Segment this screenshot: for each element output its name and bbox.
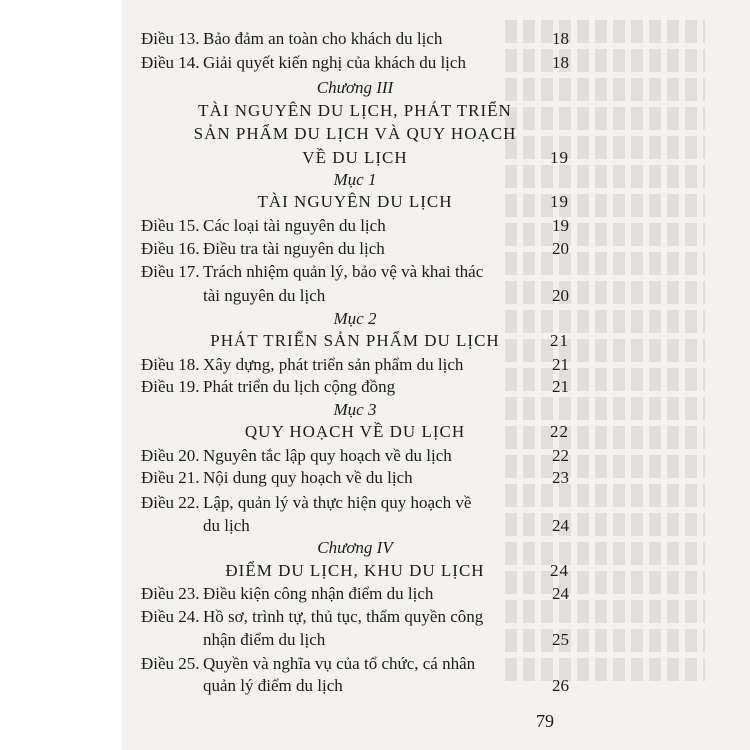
entry-page: 21 (552, 377, 569, 396)
entry-page: 20 (552, 239, 569, 258)
section-2-title (141, 329, 569, 353)
entry-page: 22 (552, 446, 569, 465)
entry-label: Điều 13. (141, 29, 200, 48)
entry-label: Điều 18. (141, 355, 200, 374)
entry-title: Lập, quản lý và thực hiện quy hoạch về (203, 493, 472, 512)
entry-title-continuation: tài nguyên du lịch (203, 286, 326, 305)
section-title-text: QUY HOẠCH VỀ DU LỊCH (244, 422, 466, 441)
entry-label: Điều 23. (141, 584, 200, 603)
chapter-page: 19 (550, 148, 569, 167)
entry-title: Hồ sơ, trình tự, thủ tục, thẩm quyền công (203, 607, 484, 626)
entry-title-continuation: nhận điểm du lịch (203, 630, 326, 649)
entry-page: 18 (552, 53, 569, 72)
entry-page: 25 (552, 630, 569, 649)
chapter-3-title-line-1: TÀI NGUYÊN DU LỊCH, PHÁT TRIỂN (198, 101, 512, 120)
section-page: 22 (550, 422, 569, 441)
entry-page: 21 (552, 355, 569, 374)
section-3-title (141, 420, 569, 444)
chapter-3-label: Chương III (316, 78, 394, 97)
toc-entry-dieu-17 (141, 260, 569, 284)
toc-entry-dieu-18 (141, 353, 569, 377)
entry-page: 23 (552, 468, 569, 487)
chapter-3-title-line-2: SẢN PHẨM DU LỊCH VÀ QUY HOẠCH (193, 124, 517, 143)
toc-entry-dieu-25-continuation (203, 674, 569, 698)
entry-label: Điều 21. (141, 468, 200, 487)
toc-entry-dieu-21 (141, 466, 569, 490)
toc-entry-dieu-22 (141, 491, 569, 515)
entry-page: 18 (552, 29, 569, 48)
entry-label: Điều 19. (141, 377, 200, 396)
toc-entry-dieu-24-continuation (203, 628, 569, 652)
entry-page: 20 (552, 286, 569, 305)
section-title-text: PHÁT TRIỂN SẢN PHẨM DU LỊCH (210, 331, 500, 350)
entry-label: Điều 22. (141, 493, 200, 512)
section-page: 19 (550, 192, 569, 211)
entry-title: Giải quyết kiến nghị của khách du lịch (203, 53, 466, 72)
section-2-label: Mục 2 (333, 309, 377, 328)
entry-page: 24 (552, 584, 569, 603)
toc-entry-dieu-19 (141, 375, 569, 399)
toc-entry-dieu-16 (141, 237, 569, 261)
entry-title-continuation: du lịch (203, 516, 250, 535)
entry-title-continuation: quản lý điểm du lịch (203, 676, 343, 695)
toc-entry-dieu-25 (141, 652, 569, 676)
section-1-label: Mục 1 (333, 170, 377, 189)
entry-title: Bảo đảm an toàn cho khách du lịch (203, 29, 443, 48)
toc-entry-dieu-15 (141, 214, 569, 238)
section-page: 21 (550, 331, 569, 350)
entry-title: Nguyên tắc lập quy hoạch về du lịch (203, 446, 452, 465)
chapter-4-title (141, 559, 569, 583)
section-1-title (141, 190, 569, 214)
chapter-3-title-line-3 (141, 146, 569, 170)
entry-page: 24 (552, 516, 569, 535)
entry-label: Điều 17. (141, 262, 200, 281)
entry-label: Điều 25. (141, 654, 200, 673)
entry-title: Phát triển du lịch cộng đồng (203, 377, 396, 396)
entry-title: Các loại tài nguyên du lịch (203, 216, 386, 235)
toc-entry-dieu-22-continuation (203, 514, 569, 538)
entry-page: 19 (552, 216, 569, 235)
toc-entry-dieu-17-continuation (203, 284, 569, 308)
entry-title: Điều kiện công nhận điểm du lịch (203, 584, 434, 603)
section-3-label: Mục 3 (333, 400, 377, 419)
chapter-title-text: VỀ DU LỊCH (302, 148, 408, 167)
toc-entry-dieu-20 (141, 444, 569, 468)
chapter-4-label: Chương IV (317, 538, 393, 557)
toc-entry-dieu-13 (141, 27, 569, 51)
toc-entry-dieu-14 (141, 51, 569, 75)
entry-title: Trách nhiệm quản lý, bảo vệ và khai thác (203, 262, 484, 281)
toc-entry-dieu-24 (141, 605, 569, 629)
entry-title: Điều tra tài nguyên du lịch (203, 239, 385, 258)
entry-label: Điều 24. (141, 607, 200, 626)
section-title-text: TÀI NGUYÊN DU LỊCH (257, 192, 453, 211)
entry-label: Điều 15. (141, 216, 200, 235)
entry-title: Xây dựng, phát triển sản phẩm du lịch (203, 355, 464, 374)
chapter-page: 24 (550, 561, 569, 580)
entry-title: Nội dung quy hoạch về du lịch (203, 468, 413, 487)
entry-label: Điều 20. (141, 446, 200, 465)
entry-title: Quyền và nghĩa vụ của tổ chức, cá nhân (203, 654, 476, 673)
entry-label: Điều 16. (141, 239, 200, 258)
entry-label: Điều 14. (141, 53, 200, 72)
page-number: 79 (536, 711, 554, 731)
toc-entry-dieu-23 (141, 582, 569, 606)
entry-page: 26 (552, 676, 569, 695)
chapter-title-text: ĐIỂM DU LỊCH, KHU DU LỊCH (225, 561, 485, 580)
